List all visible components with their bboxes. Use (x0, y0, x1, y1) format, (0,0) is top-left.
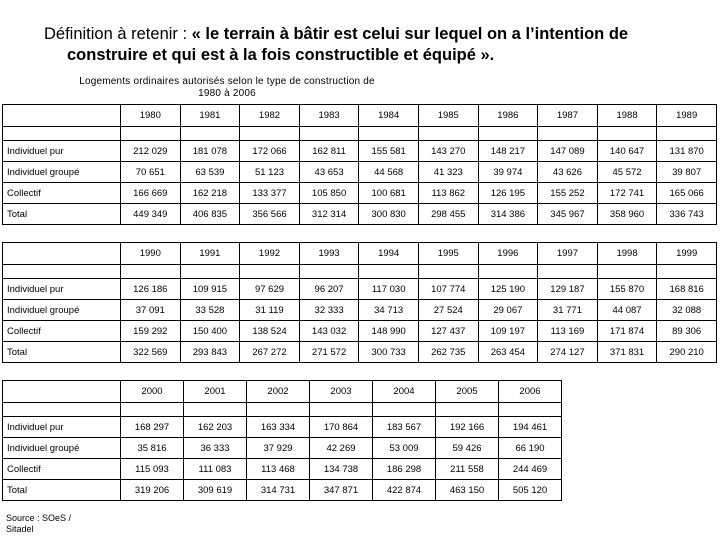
year-header-cell: 2005 (436, 381, 499, 403)
year-header-cell: 1993 (299, 243, 359, 265)
spacer-cell (418, 265, 478, 279)
value-cell: 107 774 (418, 279, 478, 300)
value-cell: 129 187 (538, 279, 598, 300)
year-header-row (3, 243, 717, 265)
value-cell: 319 206 (121, 480, 184, 501)
value-cell: 31 771 (538, 300, 598, 321)
spacer-cell (184, 403, 247, 417)
row-label: Individuel pur (3, 279, 121, 300)
value-cell: 148 990 (359, 321, 419, 342)
spacer-cell (180, 127, 240, 141)
value-cell: 347 871 (310, 480, 373, 501)
table-row (3, 438, 562, 459)
value-cell: 172 741 (597, 183, 657, 204)
value-cell: 53 009 (373, 438, 436, 459)
year-header-cell: 2000 (121, 381, 184, 403)
value-cell: 336 743 (657, 204, 717, 225)
spacer-cell (310, 403, 373, 417)
value-cell: 111 083 (184, 459, 247, 480)
value-cell: 293 843 (180, 342, 240, 363)
value-cell: 449 349 (121, 204, 181, 225)
spacer-cell (3, 127, 121, 141)
value-cell: 113 468 (247, 459, 310, 480)
value-cell: 100 681 (359, 183, 419, 204)
row-label: Collectif (3, 459, 121, 480)
value-cell: 125 190 (478, 279, 538, 300)
value-cell: 168 816 (657, 279, 717, 300)
spacer-cell (247, 403, 310, 417)
value-cell: 59 426 (436, 438, 499, 459)
value-cell: 314 731 (247, 480, 310, 501)
value-cell: 97 629 (240, 279, 300, 300)
value-cell: 170 864 (310, 417, 373, 438)
value-cell: 66 190 (499, 438, 562, 459)
value-cell: 312 314 (299, 204, 359, 225)
value-cell: 244 469 (499, 459, 562, 480)
value-cell: 138 524 (240, 321, 300, 342)
value-cell: 505 120 (499, 480, 562, 501)
row-label: Individuel groupé (3, 162, 121, 183)
value-cell: 300 733 (359, 342, 419, 363)
value-cell: 27 524 (418, 300, 478, 321)
table-row (3, 342, 717, 363)
definition-lead: Définition à retenir : (44, 25, 192, 43)
value-cell: 147 089 (538, 141, 598, 162)
value-cell: 41 323 (418, 162, 478, 183)
value-cell: 262 735 (418, 342, 478, 363)
source-line-2: Sitadel (6, 524, 34, 534)
value-cell: 300 830 (359, 204, 419, 225)
value-cell: 117 030 (359, 279, 419, 300)
value-cell: 163 334 (247, 417, 310, 438)
row-label: Total (3, 204, 121, 225)
value-cell: 345 967 (538, 204, 598, 225)
table-row (3, 141, 717, 162)
value-cell: 34 713 (359, 300, 419, 321)
spacer-cell (478, 265, 538, 279)
spacer-cell (3, 265, 121, 279)
spacer-cell (436, 403, 499, 417)
table-1990-1999 (2, 242, 717, 363)
row-label: Individuel pur (3, 141, 121, 162)
value-cell: 148 217 (478, 141, 538, 162)
value-cell: 36 333 (184, 438, 247, 459)
value-cell: 314 386 (478, 204, 538, 225)
value-cell: 43 626 (538, 162, 598, 183)
value-cell: 32 088 (657, 300, 717, 321)
row-label: Individuel groupé (3, 300, 121, 321)
spacer-cell (597, 265, 657, 279)
year-header-row (3, 105, 717, 127)
value-cell: 322 569 (121, 342, 181, 363)
spacer-cell (478, 127, 538, 141)
definition-quote-start: « le terrain à bâtir est celui sur lequel on a l’intention de (191, 25, 629, 43)
table-2000-2006 (2, 380, 562, 501)
value-cell: 166 669 (121, 183, 181, 204)
spacer-cell (538, 265, 598, 279)
value-cell: 356 566 (240, 204, 300, 225)
value-cell: 113 862 (418, 183, 478, 204)
definition-text (44, 24, 704, 66)
table-row (3, 459, 562, 480)
header-corner-cell (3, 381, 121, 403)
value-cell: 267 272 (240, 342, 300, 363)
spacer-cell (299, 127, 359, 141)
value-cell: 113 169 (538, 321, 598, 342)
row-label: Total (3, 480, 121, 501)
year-header-cell: 1980 (121, 105, 181, 127)
year-header-cell: 1981 (180, 105, 240, 127)
value-cell: 44 087 (597, 300, 657, 321)
table-row (3, 321, 717, 342)
year-header-cell: 1985 (418, 105, 478, 127)
value-cell: 143 032 (299, 321, 359, 342)
spacer-cell (3, 403, 121, 417)
table-row (3, 480, 562, 501)
value-cell: 43 653 (299, 162, 359, 183)
year-header-cell: 1996 (478, 243, 538, 265)
year-header-cell: 1995 (418, 243, 478, 265)
value-cell: 309 619 (184, 480, 247, 501)
value-cell: 155 581 (359, 141, 419, 162)
value-cell: 162 811 (299, 141, 359, 162)
value-cell: 150 400 (180, 321, 240, 342)
row-label: Total (3, 342, 121, 363)
value-cell: 143 270 (418, 141, 478, 162)
spacer-cell (121, 265, 181, 279)
year-header-cell: 2004 (373, 381, 436, 403)
year-header-cell: 1998 (597, 243, 657, 265)
value-cell: 131 870 (657, 141, 717, 162)
value-cell: 140 647 (597, 141, 657, 162)
value-cell: 422 874 (373, 480, 436, 501)
row-label: Individuel pur (3, 417, 121, 438)
value-cell: 32 333 (299, 300, 359, 321)
value-cell: 70 651 (121, 162, 181, 183)
value-cell: 134 738 (310, 459, 373, 480)
source-line-1: Source : SOeS / (6, 513, 72, 523)
spacer-cell (121, 403, 184, 417)
value-cell: 51 123 (240, 162, 300, 183)
spacer-cell (359, 265, 419, 279)
year-header-cell: 2001 (184, 381, 247, 403)
definition-quote-end: construire et qui est à la fois constructible et équipé ». (67, 46, 495, 64)
header-corner-cell (3, 105, 121, 127)
value-cell: 35 816 (121, 438, 184, 459)
value-cell: 406 835 (180, 204, 240, 225)
row-label: Collectif (3, 321, 121, 342)
year-header-row (3, 381, 562, 403)
spacer-cell (373, 403, 436, 417)
row-label: Collectif (3, 183, 121, 204)
year-header-cell: 1990 (121, 243, 181, 265)
table-row (3, 183, 717, 204)
value-cell: 127 437 (418, 321, 478, 342)
spacer-cell (657, 265, 717, 279)
year-header-cell: 1982 (240, 105, 300, 127)
value-cell: 162 218 (180, 183, 240, 204)
table-row (3, 417, 562, 438)
value-cell: 271 572 (299, 342, 359, 363)
value-cell: 263 454 (478, 342, 538, 363)
spacer-cell (657, 127, 717, 141)
value-cell: 155 252 (538, 183, 598, 204)
value-cell: 181 078 (180, 141, 240, 162)
value-cell: 186 298 (373, 459, 436, 480)
spacer-cell (499, 403, 562, 417)
subtitle-line-1: Logements ordinaires autorisés selon le type de construction de (79, 76, 375, 87)
value-cell: 183 567 (373, 417, 436, 438)
row-label: Individuel groupé (3, 438, 121, 459)
value-cell: 290 210 (657, 342, 717, 363)
value-cell: 31 119 (240, 300, 300, 321)
year-header-cell: 1997 (538, 243, 598, 265)
value-cell: 105 850 (299, 183, 359, 204)
value-cell: 96 207 (299, 279, 359, 300)
value-cell: 45 572 (597, 162, 657, 183)
spacer-row (3, 127, 717, 141)
year-header-cell: 1988 (597, 105, 657, 127)
value-cell: 159 292 (121, 321, 181, 342)
value-cell: 42 269 (310, 438, 373, 459)
value-cell: 358 960 (597, 204, 657, 225)
year-header-cell: 1994 (359, 243, 419, 265)
year-header-cell: 1989 (657, 105, 717, 127)
value-cell: 44 568 (359, 162, 419, 183)
spacer-cell (538, 127, 598, 141)
source-note (6, 513, 71, 535)
table-row (3, 279, 717, 300)
value-cell: 63 539 (180, 162, 240, 183)
value-cell: 168 297 (121, 417, 184, 438)
spacer-cell (418, 127, 478, 141)
spacer-cell (299, 265, 359, 279)
value-cell: 126 186 (121, 279, 181, 300)
value-cell: 133 377 (240, 183, 300, 204)
subtitle-line-2: 1980 à 2006 (198, 88, 256, 99)
value-cell: 39 807 (657, 162, 717, 183)
value-cell: 37 091 (121, 300, 181, 321)
year-header-cell: 2006 (499, 381, 562, 403)
spacer-cell (240, 127, 300, 141)
value-cell: 371 831 (597, 342, 657, 363)
year-header-cell: 1984 (359, 105, 419, 127)
table-1980-1989 (2, 104, 717, 225)
value-cell: 298 455 (418, 204, 478, 225)
table-row (3, 162, 717, 183)
year-header-cell: 2003 (310, 381, 373, 403)
value-cell: 29 067 (478, 300, 538, 321)
value-cell: 33 528 (180, 300, 240, 321)
year-header-cell: 1992 (240, 243, 300, 265)
spacer-cell (240, 265, 300, 279)
year-header-cell: 1999 (657, 243, 717, 265)
value-cell: 192 166 (436, 417, 499, 438)
year-header-cell: 1986 (478, 105, 538, 127)
value-cell: 39 974 (478, 162, 538, 183)
year-header-cell: 2002 (247, 381, 310, 403)
spacer-row (3, 265, 717, 279)
value-cell: 109 197 (478, 321, 538, 342)
value-cell: 165 066 (657, 183, 717, 204)
header-corner-cell (3, 243, 121, 265)
value-cell: 126 195 (478, 183, 538, 204)
year-header-cell: 1987 (538, 105, 598, 127)
value-cell: 211 558 (436, 459, 499, 480)
spacer-cell (121, 127, 181, 141)
value-cell: 115 093 (121, 459, 184, 480)
year-header-cell: 1983 (299, 105, 359, 127)
spacer-cell (597, 127, 657, 141)
spacer-cell (180, 265, 240, 279)
table-row (3, 300, 717, 321)
value-cell: 274 127 (538, 342, 598, 363)
table-subtitle (72, 76, 382, 100)
value-cell: 162 203 (184, 417, 247, 438)
year-header-cell: 1991 (180, 243, 240, 265)
value-cell: 172 066 (240, 141, 300, 162)
table-row (3, 204, 717, 225)
value-cell: 155 870 (597, 279, 657, 300)
value-cell: 171 874 (597, 321, 657, 342)
value-cell: 109 915 (180, 279, 240, 300)
value-cell: 212 029 (121, 141, 181, 162)
value-cell: 37 929 (247, 438, 310, 459)
value-cell: 463 150 (436, 480, 499, 501)
value-cell: 89 306 (657, 321, 717, 342)
spacer-cell (359, 127, 419, 141)
value-cell: 194 461 (499, 417, 562, 438)
spacer-row (3, 403, 562, 417)
